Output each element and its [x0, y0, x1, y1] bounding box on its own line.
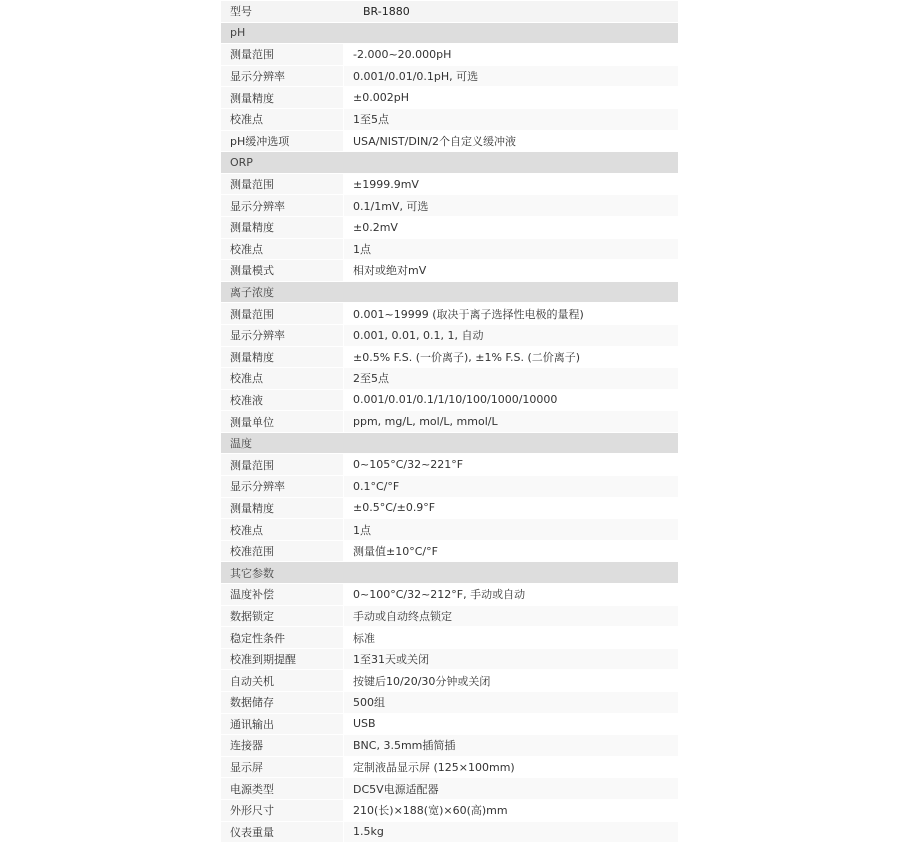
- spec-row: [221, 670, 678, 692]
- spec-label: 测量精度: [221, 87, 344, 109]
- spec-row: [221, 325, 678, 347]
- spec-row: [221, 368, 678, 390]
- spec-row: [221, 541, 678, 563]
- spec-label: 外形尺寸: [221, 800, 344, 822]
- spec-label: 显示分辨率: [221, 66, 344, 88]
- spec-label: 温度补偿: [221, 584, 344, 606]
- spec-row: [221, 519, 678, 541]
- spec-value: 按键后10/20/30分钟或关闭: [344, 670, 678, 692]
- spec-label: 测量范围: [221, 44, 344, 66]
- spec-label: 显示分辨率: [221, 476, 344, 498]
- spec-value: ±0.5% F.S. (一价离子), ±1% F.S. (二价离子): [344, 347, 678, 369]
- spec-label: 校准到期提醒: [221, 649, 344, 671]
- spec-value: 0.001/0.01/0.1/1/10/100/1000/10000: [344, 390, 678, 412]
- spec-label: 通讯输出: [221, 714, 344, 736]
- spec-value: ±1999.9mV: [344, 174, 678, 196]
- spec-label: 连接器: [221, 735, 344, 757]
- spec-value: 0.001, 0.01, 0.1, 1, 自动: [344, 325, 678, 347]
- section-header: [221, 152, 678, 174]
- spec-label: 校准液: [221, 390, 344, 412]
- spec-row: [221, 347, 678, 369]
- spec-label: 测量范围: [221, 303, 344, 325]
- spec-row: [221, 627, 678, 649]
- spec-row: [221, 757, 678, 779]
- spec-row: [221, 303, 678, 325]
- spec-row: [221, 498, 678, 520]
- section-title: pH: [221, 23, 678, 45]
- spec-label: 测量模式: [221, 260, 344, 282]
- spec-value: 0~105°C/32~221°F: [344, 454, 678, 476]
- spec-row: [221, 800, 678, 822]
- section-header: [221, 282, 678, 304]
- model-label: 型号: [221, 1, 344, 23]
- spec-value: USA/NIST/DIN/2个自定义缓冲液: [344, 131, 678, 153]
- section-title: 离子浓度: [221, 282, 678, 304]
- spec-value: 0.001/0.01/0.1pH, 可选: [344, 66, 678, 88]
- spec-table: [221, 1, 678, 843]
- spec-label: 测量精度: [221, 498, 344, 520]
- spec-row: [221, 239, 678, 261]
- spec-value: 210(长)×188(宽)×60(高)mm: [344, 800, 678, 822]
- spec-label: 数据储存: [221, 692, 344, 714]
- spec-value: 1.5kg: [344, 822, 678, 843]
- spec-value: ppm, mg/L, mol/L, mmol/L: [344, 411, 678, 433]
- spec-table-body: [221, 1, 678, 843]
- section-title: 温度: [221, 433, 678, 455]
- spec-value: 0.1°C/°F: [344, 476, 678, 498]
- spec-row: [221, 44, 678, 66]
- section-title: 其它参数: [221, 562, 678, 584]
- spec-row: [221, 87, 678, 109]
- spec-label: 显示分辨率: [221, 325, 344, 347]
- spec-row: [221, 411, 678, 433]
- spec-value: 0.1/1mV, 可选: [344, 195, 678, 217]
- spec-value: 手动或自动终点锁定: [344, 606, 678, 628]
- spec-label: 稳定性条件: [221, 627, 344, 649]
- spec-value: DC5V电源适配器: [344, 778, 678, 800]
- spec-row: [221, 260, 678, 282]
- spec-value: BNC, 3.5mm插简插: [344, 735, 678, 757]
- spec-label: 校准点: [221, 368, 344, 390]
- spec-label: 校准点: [221, 519, 344, 541]
- spec-label: 自动关机: [221, 670, 344, 692]
- spec-value: 测量值±10°C/°F: [344, 541, 678, 563]
- spec-row: [221, 606, 678, 628]
- spec-row: [221, 822, 678, 843]
- spec-label: 校准范围: [221, 541, 344, 563]
- spec-row: [221, 217, 678, 239]
- spec-value: 500组: [344, 692, 678, 714]
- spec-row: [221, 109, 678, 131]
- spec-row: [221, 131, 678, 153]
- spec-row: [221, 735, 678, 757]
- spec-label: 测量范围: [221, 454, 344, 476]
- spec-value: ±0.2mV: [344, 217, 678, 239]
- spec-label: 数据锁定: [221, 606, 344, 628]
- spec-row: [221, 649, 678, 671]
- spec-row: [221, 778, 678, 800]
- spec-label: 显示屏: [221, 757, 344, 779]
- spec-row: [221, 692, 678, 714]
- model-row: [221, 1, 678, 23]
- section-title: ORP: [221, 152, 678, 174]
- spec-value: -2.000~20.000pH: [344, 44, 678, 66]
- spec-row: [221, 476, 678, 498]
- spec-value: 1点: [344, 519, 678, 541]
- spec-row: [221, 714, 678, 736]
- section-header: [221, 433, 678, 455]
- spec-value: ±0.002pH: [344, 87, 678, 109]
- spec-label: 校准点: [221, 239, 344, 261]
- spec-value: ±0.5°C/±0.9°F: [344, 498, 678, 520]
- spec-label: pH缓冲选项: [221, 131, 344, 153]
- spec-label: 测量精度: [221, 217, 344, 239]
- spec-row: [221, 66, 678, 88]
- spec-value: 0~100°C/32~212°F, 手动或自动: [344, 584, 678, 606]
- section-header: [221, 562, 678, 584]
- spec-value: 1至31天或关闭: [344, 649, 678, 671]
- spec-value: 标准: [344, 627, 678, 649]
- spec-value: 0.001~19999 (取决于离子选择性电极的量程): [344, 303, 678, 325]
- section-header: [221, 23, 678, 45]
- spec-row: [221, 390, 678, 412]
- spec-row: [221, 174, 678, 196]
- spec-label: 测量范围: [221, 174, 344, 196]
- spec-value: 相对或绝对mV: [344, 260, 678, 282]
- spec-value: 2至5点: [344, 368, 678, 390]
- spec-value: 1点: [344, 239, 678, 261]
- model-value: BR-1880: [344, 1, 678, 23]
- spec-row: [221, 454, 678, 476]
- spec-value: USB: [344, 714, 678, 736]
- spec-value: 定制液晶显示屏 (125×100mm): [344, 757, 678, 779]
- spec-label: 仪表重量: [221, 822, 344, 843]
- spec-row: [221, 195, 678, 217]
- spec-label: 测量精度: [221, 347, 344, 369]
- spec-row: [221, 584, 678, 606]
- spec-label: 电源类型: [221, 778, 344, 800]
- spec-label: 校准点: [221, 109, 344, 131]
- spec-label: 显示分辨率: [221, 195, 344, 217]
- spec-value: 1至5点: [344, 109, 678, 131]
- spec-label: 测量单位: [221, 411, 344, 433]
